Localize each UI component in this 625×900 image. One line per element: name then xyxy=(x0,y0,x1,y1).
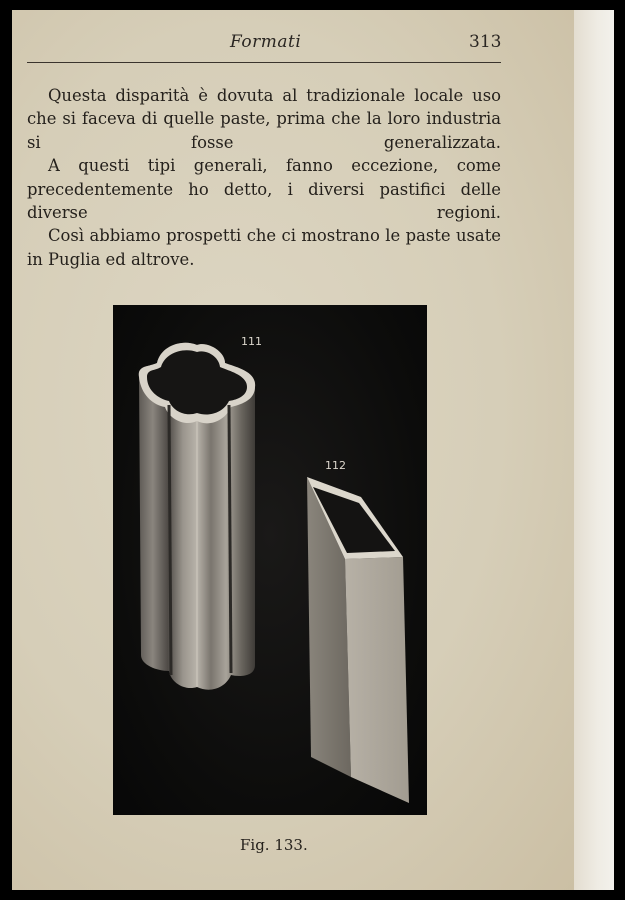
page-number: 313 xyxy=(469,32,502,52)
running-title: Formati xyxy=(230,32,302,52)
paragraph-3: Così abbiamo prospetti che ci mostrano le paste usate in Puglia ed altrove. xyxy=(27,226,501,269)
body-text xyxy=(27,84,501,271)
pasta-112-square-tube xyxy=(307,477,409,803)
header-rule xyxy=(27,62,501,63)
paragraph-1: Questa disparità è dovuta al tradizionale locale uso che si faceva di quelle paste, prima che la loro industria si fosse generalizzata. xyxy=(27,86,501,152)
pasta-111-quatrefoil-tube xyxy=(139,343,255,690)
label-112: 112 xyxy=(325,459,346,472)
paragraph-2: A questi tipi generali, fanno eccezione, come precedentemente ho detto, i diversi pastifici delle diverse regioni. xyxy=(27,156,501,223)
page-edge xyxy=(574,10,614,890)
figure-caption: Fig. 133. xyxy=(240,836,308,854)
label-111: 111 xyxy=(241,335,262,348)
figure-133 xyxy=(113,305,427,815)
pasta-illustration xyxy=(113,305,427,815)
scan-border xyxy=(614,0,625,900)
